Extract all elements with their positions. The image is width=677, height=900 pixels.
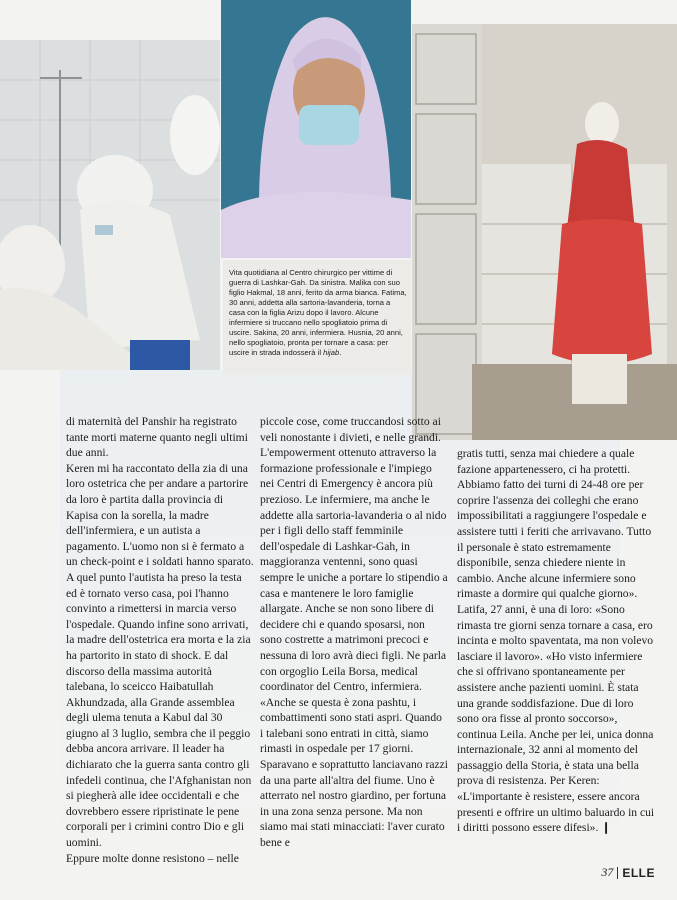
col1-paragraph-3: Eppure molte donne resistono – nelle bbox=[66, 851, 239, 865]
photo-nurses-makeup-illustration bbox=[0, 40, 220, 370]
photo-locker-room bbox=[412, 24, 677, 440]
col3-text: gratis tutti, senza mai chiedere a quale fazione appartenessero, ci ha protetti. Abbiamo fatto dei turni di 24-48 ore per coprire l'assenza dei colleghi che erano impossibilitati a raggiungere l'ospedale e assistere tutti i feriti che arrivavano. Tutto il personale è stato estremamente disponibile, senza chiedere niente in cambio. Anche alcune infermiere sono rimaste a dormire qui qualche giorno». Latifa, 27 anni, è una di loro: «Sono rimasta tre giorni senza tornare a casa, ero incinta e molto spaventata, ma non volevo lasciare il lavoro». «Ho visto infermiere che si offrivano spontaneamente per assistere anche pazienti uomini. È stata una grande soddisfazione. Due di loro sono ora fisse al pronto soccorso», continua Leila. Anche per lei, unica donna internazionale, 32 anni al momento del passaggio della Storia, è stata una bella prova di resistenza. Per Keren: «L'importante è resistere, essere ancora presenti e offrire un ultimo baluardo in cui i diritti possono essere difesi». bbox=[457, 447, 655, 835]
article-column-2 bbox=[260, 414, 448, 851]
col1-paragraph-2: Keren mi ha raccontato della zia di una loro ostetrica che per andare a partorire da loro è partita dalla provincia di Kapisa con la sorella, la madre dell'infermiera, e un autista a pagamento. L'uomo non si è fermato a un check-point e i soldati hanno sparato. A quel punto l'autista ha preso la testa ed è tornato verso casa, poi l'hanno convinto a rimettersi in marcia verso l'ospedale. Quando infine sono arrivati, la madre dell'ostetrica era morta e la zia ha partorito in stato di shock. E dal discorso della massima autorità talebana, lo sceicco Haibatullah Akhundzada, alla Grande assemblea degli ulema tenuta a Kabul dal 30 giugno al 3 luglio, sembra che il peggio debba ancora arrivare. Il leader ha dichiarato che la guerra santa contro gli infedeli continua, che l'Afghanistan non si piegherà alle idee occidentali e che dovrebbero essere ripristinate le pene corporali per i crimini contro Dio e gli uomini. bbox=[66, 461, 254, 850]
caption-text: Vita quotidiana al Centro chirurgico per vittime di guerra di Lashkar-Gah. Da sinistra. Malika con suo figlio Hakmal, 18 anni, ferito da arma bianca. Fatima, 30 anni, addetta alla sartoria-lavanderia, torna a casa con la figlia Arizu dopo il lavoro. Alcune infermiere si truccano nello spogliatoio prima di uscire. Sakina, 20 anni, infermiera. Husnia, 20 anni, nello spogliatoio, pronta per tornare a casa: per uscire in strada indosserà il bbox=[229, 268, 407, 357]
photo-caption bbox=[223, 260, 411, 375]
article-column-3 bbox=[457, 446, 657, 836]
photo-woman-hijab-mask-illustration bbox=[221, 0, 411, 258]
article-column-1 bbox=[66, 414, 254, 866]
photo-locker-room-illustration bbox=[412, 24, 677, 440]
col1-paragraph-1: di maternità del Panshir ha registrato tante morti materne quanto negli ultimi due anni. bbox=[66, 415, 248, 460]
footer-divider bbox=[617, 867, 618, 879]
col3-paragraph-1 bbox=[457, 446, 657, 836]
page-footer bbox=[601, 865, 655, 880]
end-mark: ❙ bbox=[601, 821, 611, 835]
photo-woman-hijab-mask bbox=[221, 0, 411, 258]
caption-end: . bbox=[339, 348, 342, 357]
col2-paragraph-1: piccole cose, come truccandosi sotto ai veli nonostante i divieti, e nelle grandi. bbox=[260, 415, 441, 444]
caption-italic-word: hijab bbox=[323, 348, 340, 357]
col2-paragraph-2: L'empowerment ottenuto attraverso la formazione professionale e l'impiego nei Centri di Emergency è ancora più prezioso. Le infermiere, ma anche le addette alla sartoria-lavanderia o al nido per i figli dello staff femminile dell'ospedale di Lashkar-Gah, in maggioranza ventenni, sono quasi sempre le uniche a portare lo stipendio a casa e mantenere le loro famiglie allargate. Anche se non sono libere di decidere chi e quando sposarsi, non sono costrette a matrimoni precoci e nessuna di loro avrà dieci figli. Ne parla con orgoglio Leila Borsa, medical coordinator del Centro, infermiera. «Anche se questa è zona pashtu, i combattimenti sono stati aspri. Quando i talebani sono entrati in città, siamo rimasti in ospedale per 17 giorni. Sparavano e soprattutto lanciavano razzi da una parte all'altra del fiume. Uno è atterrato nel nostro giardino, per fortuna in una zona senza persone. Ma non siamo mai stati minacciati: l'aver curato bene e bbox=[260, 446, 448, 850]
magazine-brand: ELLE bbox=[622, 865, 655, 880]
photo-nurses-makeup bbox=[0, 40, 220, 370]
page-number: 37 bbox=[601, 865, 614, 879]
